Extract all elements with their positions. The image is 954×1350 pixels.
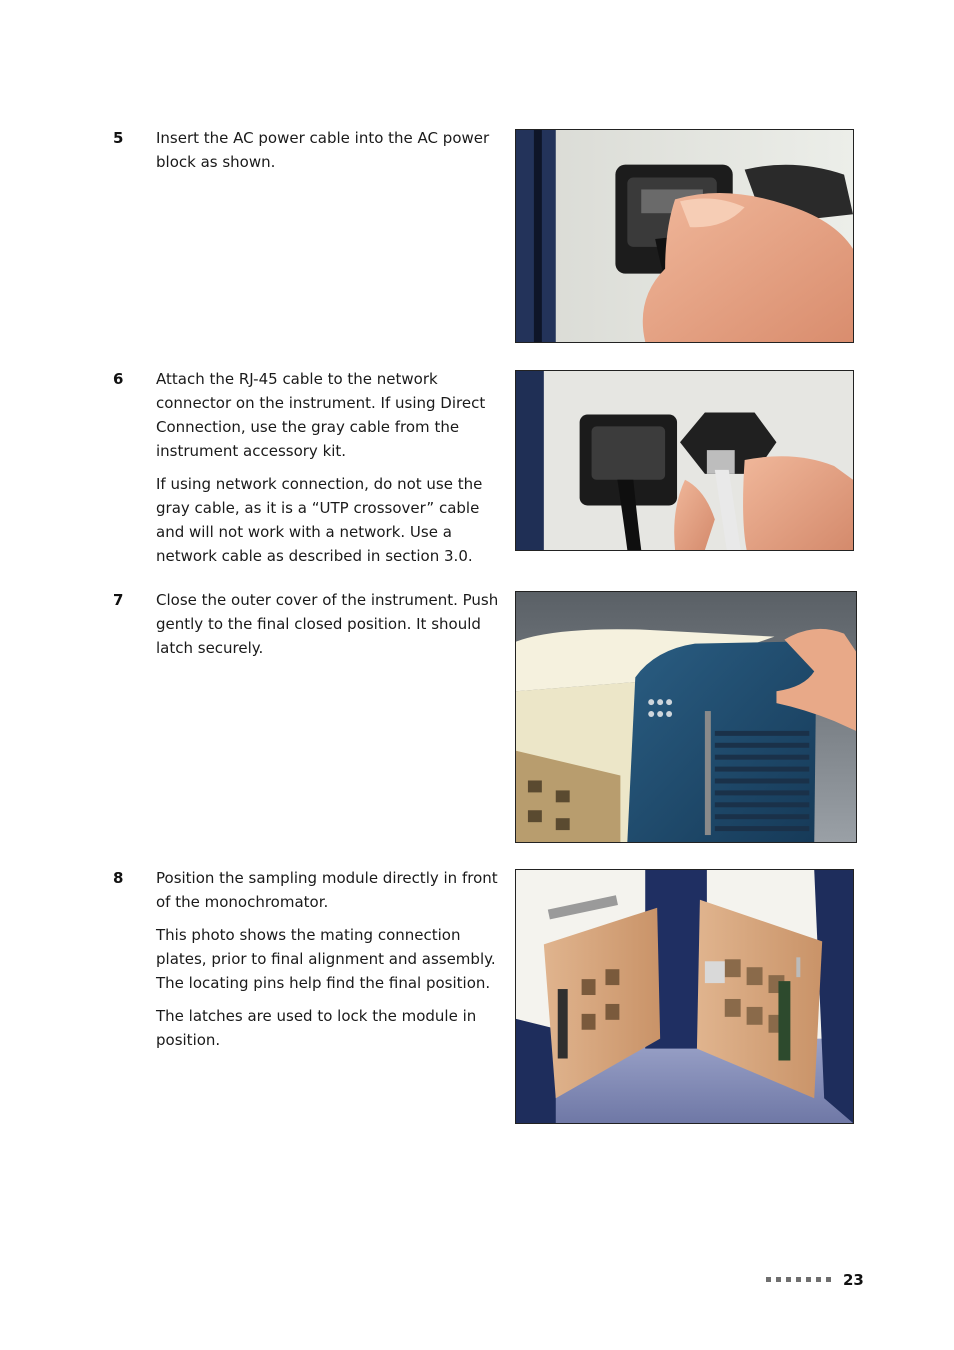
connection-plates-photo	[515, 869, 854, 1124]
instrument-cover-photo	[515, 591, 857, 843]
page-number: 23	[843, 1271, 864, 1289]
step-8-number: 8	[113, 869, 124, 887]
step-8-paragraph-2: This photo shows the mating connection plates, prior to final alignment and assembly. The locating pins help find the final position.	[156, 926, 496, 992]
step-8-text	[156, 866, 501, 1061]
footer-dot	[816, 1277, 821, 1282]
step-8-paragraph-3: The latches are used to lock the module in position.	[156, 1007, 477, 1049]
step-6-paragraph-2: If using network connection, do not use the gray cable, as it is a “UTP crossover” cable and will not work with a network. Use a network cable as described in section 3.0.	[156, 475, 483, 565]
footer-dot	[796, 1277, 801, 1282]
step-6-number: 6	[113, 370, 124, 388]
step-7-paragraph-1: Close the outer cover of the instrument. Push gently to the final closed position. It should latch securely.	[156, 591, 499, 657]
step-7-number: 7	[113, 591, 124, 609]
step-7-text	[156, 588, 501, 669]
footer-dots	[766, 1277, 831, 1282]
footer-dot	[826, 1277, 831, 1282]
rj45-cable-photo	[515, 370, 854, 551]
step-6-paragraph-1: Attach the RJ-45 cable to the network connector on the instrument. If using Direct Connection, use the gray cable from the instrument accessory kit.	[156, 370, 486, 460]
step-5-paragraph-1: Insert the AC power cable into the AC power block as shown.	[156, 129, 490, 171]
footer-dot	[776, 1277, 781, 1282]
footer-dot	[766, 1277, 771, 1282]
footer-dot	[786, 1277, 791, 1282]
ac-power-plug-photo	[515, 129, 854, 343]
step-5-text	[156, 126, 501, 183]
step-5-number: 5	[113, 129, 124, 147]
footer-dot	[806, 1277, 811, 1282]
step-8-paragraph-1: Position the sampling module directly in front of the monochromator.	[156, 869, 498, 911]
step-6-text	[156, 367, 501, 577]
